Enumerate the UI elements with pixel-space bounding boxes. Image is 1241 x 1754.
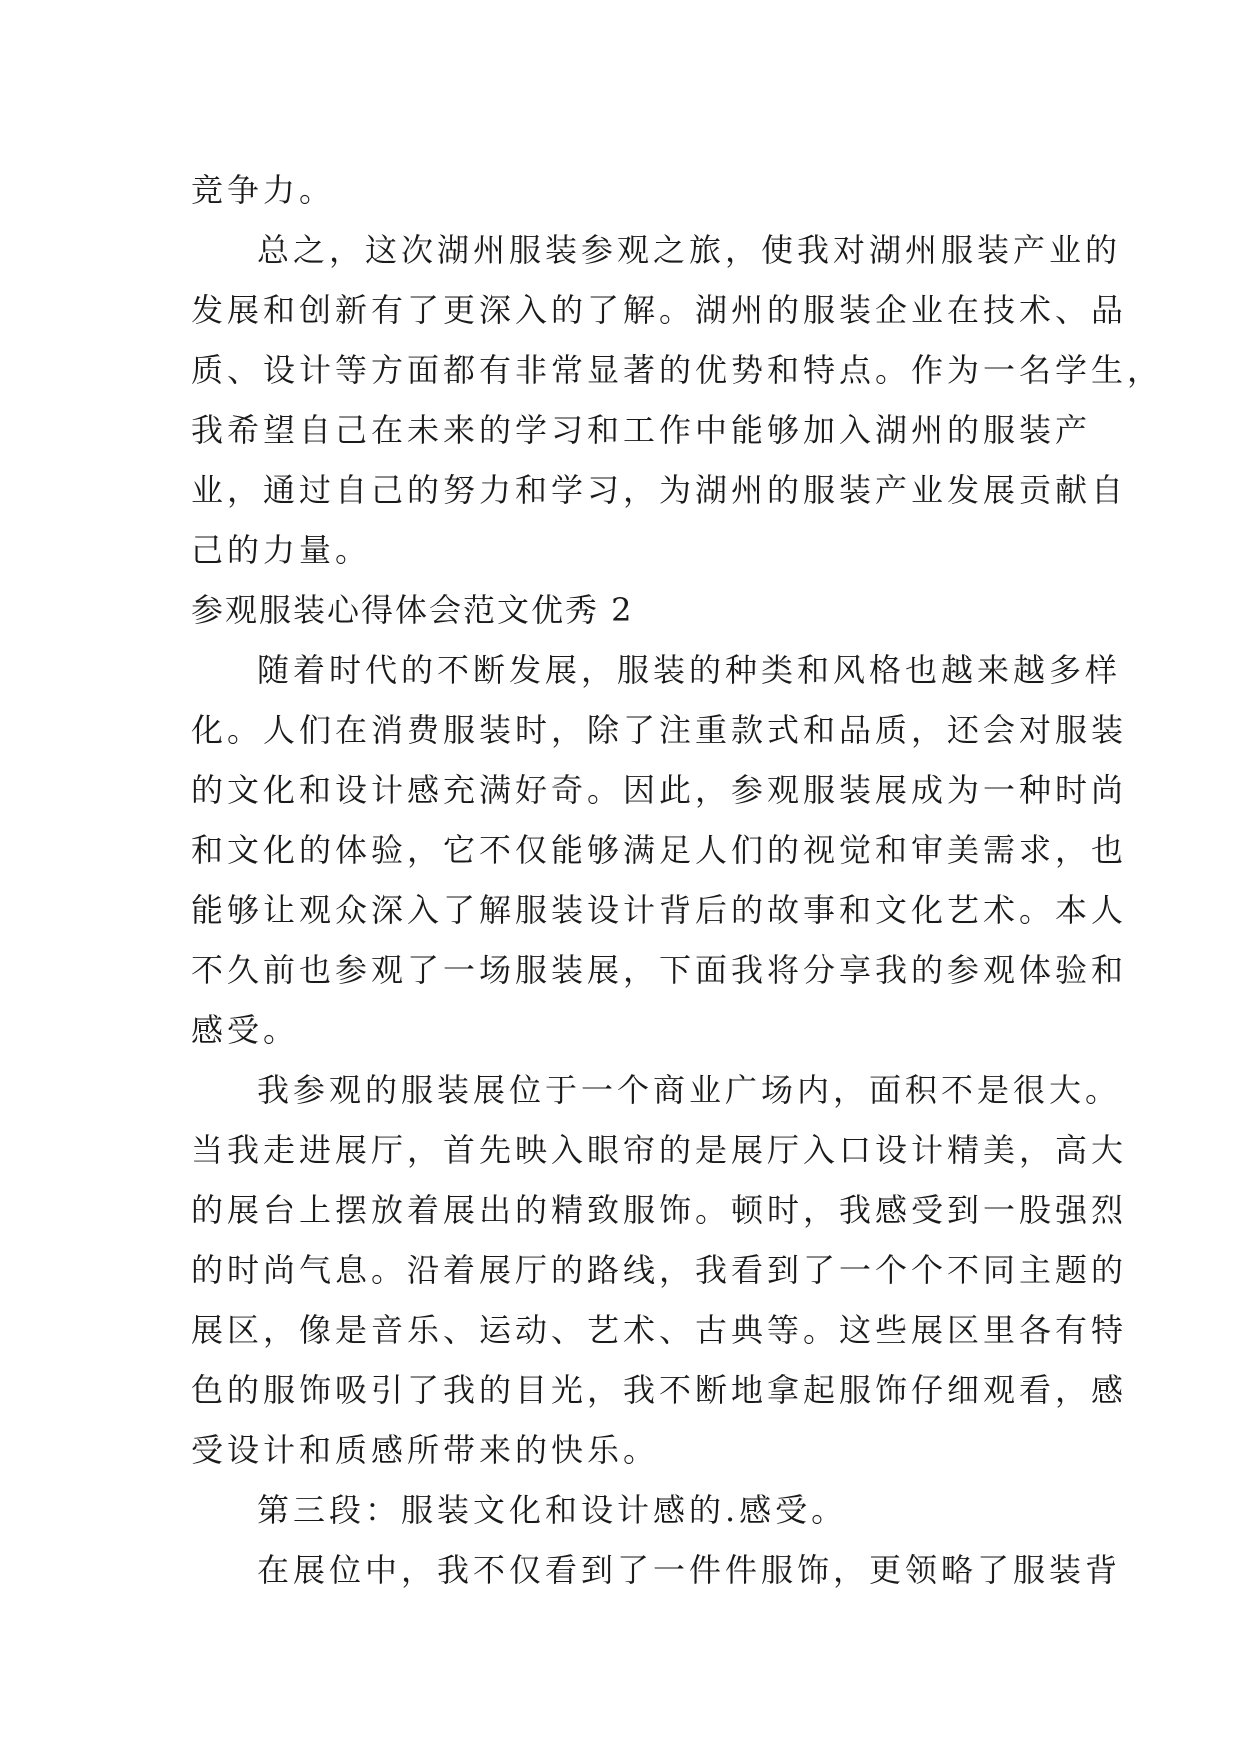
paragraph-line: 质、设计等方面都有非常显著的优势和特点。作为一名学生， xyxy=(191,351,1164,389)
paragraph-line: 色的服饰吸引了我的目光，我不断地拿起服饰仔细观看，感 xyxy=(191,1371,1128,1409)
section-heading: 参观服装心得体会范文优秀 2 xyxy=(191,591,634,629)
paragraph-line: 的展台上摆放着展出的精致服饰。顿时，我感受到一股强烈 xyxy=(191,1191,1128,1229)
paragraph-line: 发展和创新有了更深入的了解。湖州的服装企业在技术、品 xyxy=(191,291,1128,329)
paragraph-line: 和文化的体验，它不仅能够满足人们的视觉和审美需求，也 xyxy=(191,831,1128,869)
paragraph-line: 竞争力。 xyxy=(191,171,336,209)
paragraph-line: 在展位中，我不仅看到了一件件服饰，更领略了服装背 xyxy=(257,1551,1122,1589)
paragraph-line: 己的力量。 xyxy=(191,531,372,569)
paragraph-line: 业，通过自己的努力和学习，为湖州的服装产业发展贡献自 xyxy=(191,471,1128,509)
paragraph-line: 的文化和设计感充满好奇。因此，参观服装展成为一种时尚 xyxy=(191,771,1128,809)
paragraph-line: 能够让观众深入了解服装设计背后的故事和文化艺术。本人 xyxy=(191,891,1128,929)
paragraph-line: 感受。 xyxy=(191,1011,300,1049)
paragraph-line: 化。人们在消费服装时，除了注重款式和品质，还会对服装 xyxy=(191,711,1128,749)
paragraph-line: 展区，像是音乐、运动、艺术、古典等。这些展区里各有特 xyxy=(191,1311,1128,1349)
document-body xyxy=(191,160,1164,1600)
paragraph-line: 总之，这次湖州服装参观之旅，使我对湖州服装产业的 xyxy=(257,231,1122,269)
paragraph-line: 的时尚气息。沿着展厅的路线，我看到了一个个不同主题的 xyxy=(191,1251,1128,1289)
paragraph-line: 随着时代的不断发展，服装的种类和风格也越来越多样 xyxy=(257,651,1122,689)
paragraph-line: 当我走进展厅，首先映入眼帘的是展厅入口设计精美，高大 xyxy=(191,1131,1128,1169)
paragraph-line: 我参观的服装展位于一个商业广场内，面积不是很大。 xyxy=(257,1071,1122,1109)
paragraph-line: 我希望自己在未来的学习和工作中能够加入湖州的服装产 xyxy=(191,411,1092,449)
paragraph-line: 第三段：服装文化和设计感的.感受。 xyxy=(257,1491,848,1529)
paragraph-line: 不久前也参观了一场服装展，下面我将分享我的参观体验和 xyxy=(191,951,1128,989)
paragraph-line: 受设计和质感所带来的快乐。 xyxy=(191,1431,660,1469)
